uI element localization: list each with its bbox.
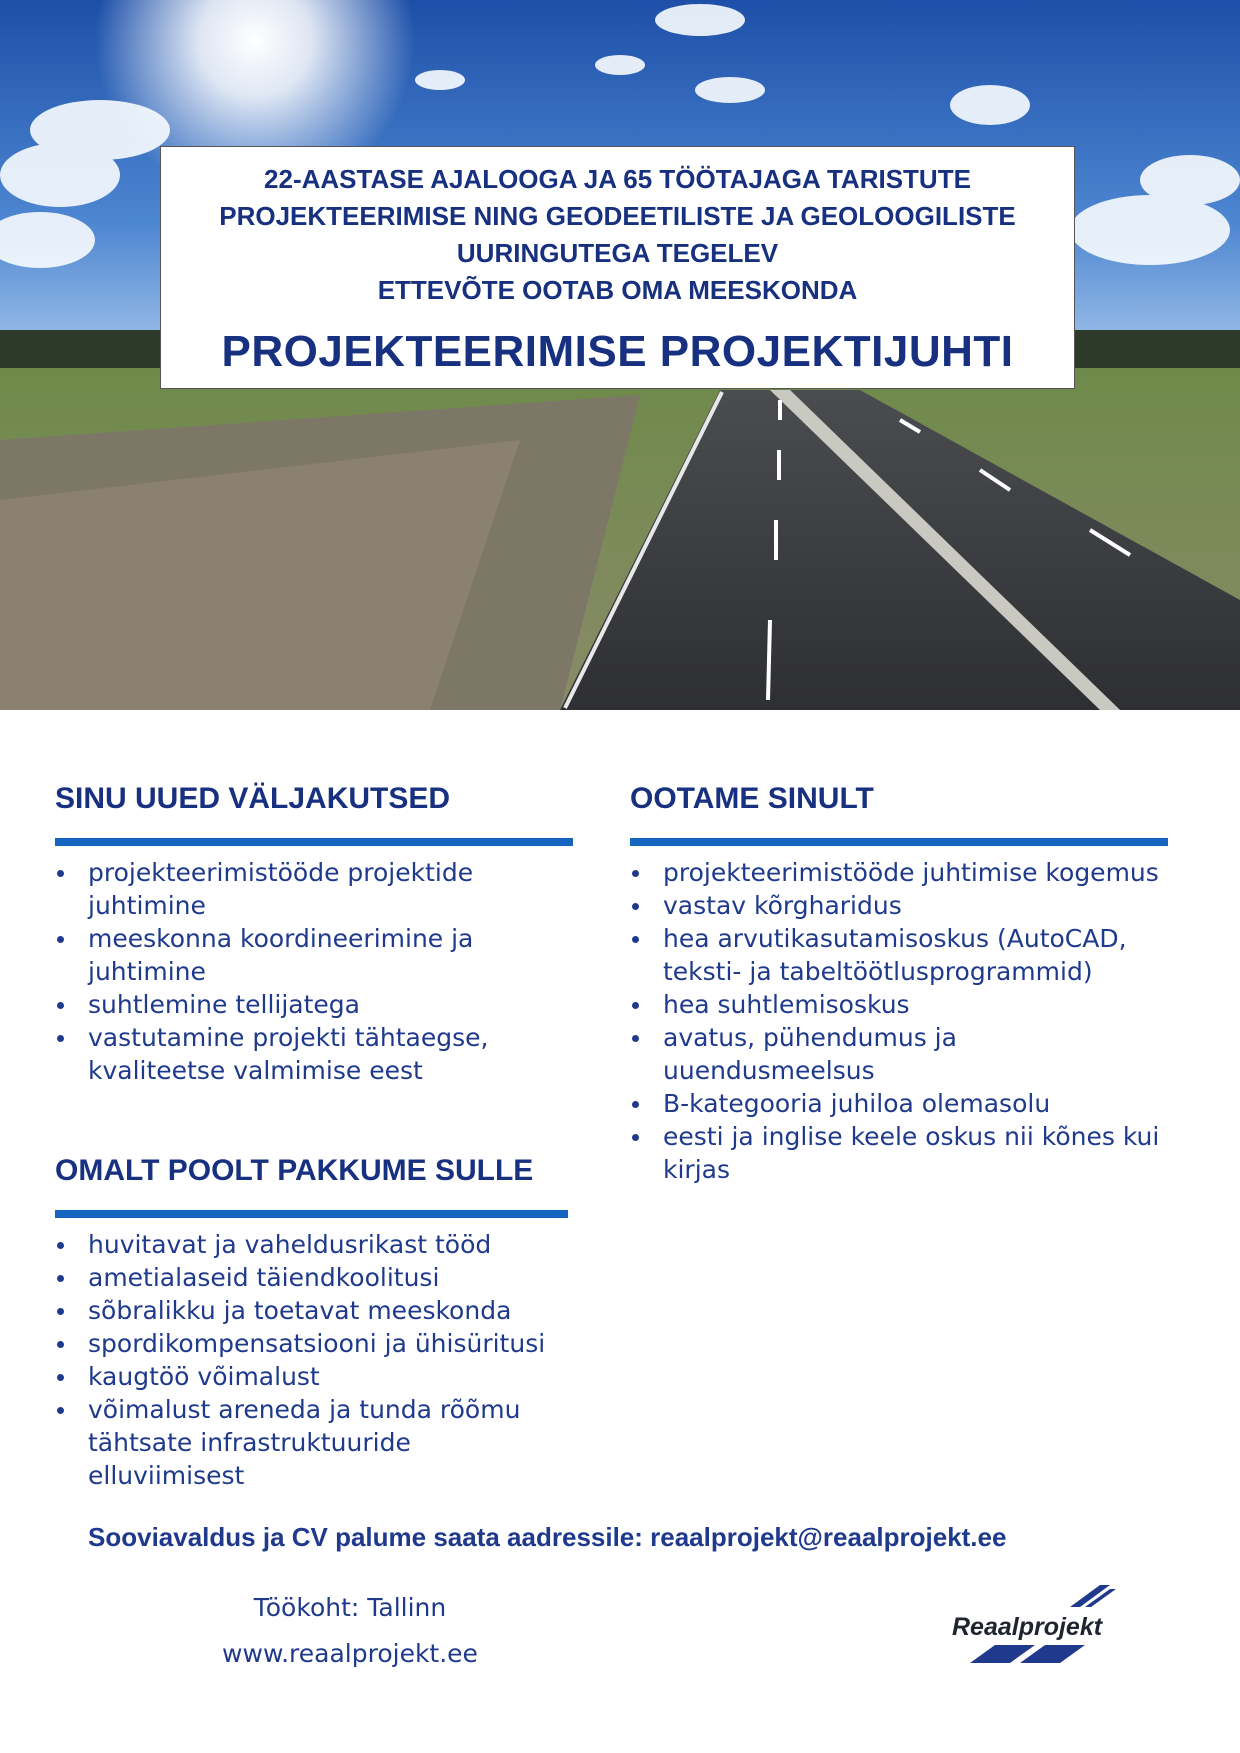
intro-line: 22-AASTASE AJALOOGA JA 65 TÖÖTAJAGA TARISTUTE	[264, 164, 971, 194]
job-location: Töökoht: Tallinn	[253, 1593, 447, 1622]
list-item: avatus, pühendumus ja uuendusmeelsus	[630, 1021, 1170, 1087]
list-item: B-kategooria juhiloa olemasolu	[630, 1087, 1170, 1120]
section-divider	[630, 838, 1168, 846]
list-item: vastutamine projekti tähtaegse, kvaliteetse valmimise eest	[55, 1021, 573, 1087]
intro-line: UURINGUTEGA TEGELEV	[456, 238, 779, 268]
challenges-list	[55, 856, 573, 1087]
hero-image	[0, 0, 1240, 710]
contact-line[interactable]: Sooviavaldus ja CV palume saata aadressile: reaalprojekt@reaalprojekt.ee	[88, 1522, 1007, 1552]
headline-box	[160, 146, 1075, 389]
footer-info	[180, 1585, 520, 1677]
intro-line: ETTEVÕTE OOTAB OMA MEESKONDA	[377, 275, 858, 305]
website-link[interactable]: www.reaalprojekt.ee	[222, 1639, 478, 1668]
section-divider	[55, 838, 573, 846]
offer-title: OMALT POOLT PAKKUME SULLE	[55, 1154, 534, 1187]
job-title: PROJEKTEERIMISE PROJEKTIJUHTI	[221, 327, 1014, 376]
list-item: ametialaseid täiendkoolitusi	[55, 1261, 568, 1294]
logo-mark-icon	[950, 1585, 1130, 1670]
company-logo	[950, 1585, 1130, 1670]
list-item: võimalust areneda ja tunda rõõmu tähtsate infrastruktuuride elluviimisest	[55, 1393, 568, 1492]
challenges-section	[55, 782, 573, 1087]
logo-text: Reaalprojekt	[952, 1613, 1103, 1641]
list-item: suhtlemine tellijatega	[55, 988, 573, 1021]
list-item: meeskonna koordineerimine ja juhtimine	[55, 922, 573, 988]
list-item: vastav kõrgharidus	[630, 889, 1170, 922]
list-item: projekteerimistööde projektide juhtimine	[55, 856, 573, 922]
list-item: kaugtöö võimalust	[55, 1360, 568, 1393]
expect-title: OOTAME SINULT	[630, 782, 874, 815]
list-item: sõbralikku ja toetavat meeskonda	[55, 1294, 568, 1327]
list-item: eesti ja inglise keele oskus nii kõnes kui kirjas	[630, 1120, 1170, 1186]
list-item: projekteerimistööde juhtimise kogemus	[630, 856, 1170, 889]
expect-section	[630, 782, 1170, 1186]
list-item: hea suhtlemisoskus	[630, 988, 1170, 1021]
challenges-title: SINU UUED VÄLJAKUTSED	[55, 782, 451, 815]
list-item: hea arvutikasutamisoskus (AutoCAD, teksti- ja tabeltöötlusprogrammid)	[630, 922, 1170, 988]
offer-list	[55, 1228, 568, 1492]
list-item: huvitavat ja vaheldusrikast tööd	[55, 1228, 568, 1261]
expect-list	[630, 856, 1170, 1186]
offer-section	[55, 1154, 568, 1492]
list-item: spordikompensatsiooni ja ühisüritusi	[55, 1327, 568, 1360]
intro-line: PROJEKTEERIMISE NING GEODEETILISTE JA GEOLOOGILISTE	[219, 201, 1016, 231]
section-divider	[55, 1210, 568, 1218]
company-intro	[161, 161, 1074, 309]
